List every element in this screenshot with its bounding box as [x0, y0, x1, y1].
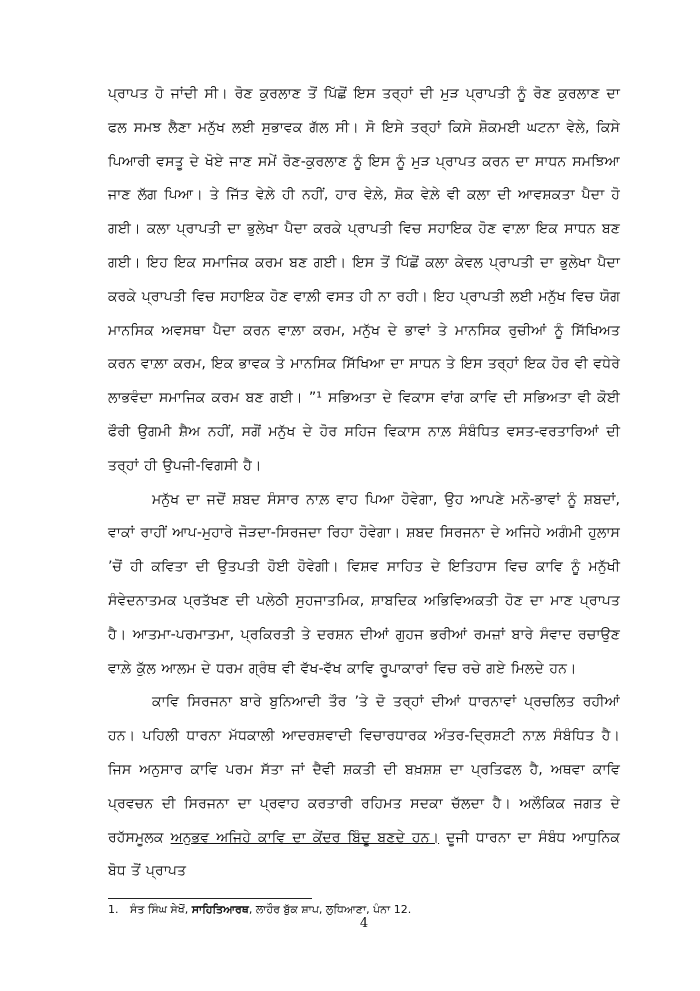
paragraph-3-text: ਕਾਵਿ ਸਿਰਜਨਾ ਬਾਰੇ ਬੁਨਿਆਦੀ ਤੌਰ ’ਤੇ ਦੋ ਤਰ੍ਹਾਂ ਦੀਆਂ ਧਾਰਨਾਵਾਂ ਪ੍ਰਚਲਿਤ ਰਹੀਆਂ ਹਨ। ਪਹਿਲੀ ਧਾਰਨਾ ਮੱਧਕਾਲੀ ਆਦਰਸ਼ਵਾਦੀ ਵਿਚਾਰਧਾਰਕ ਅੰਤਰ-ਦ੍ਰਿਸ਼ਟੀ ਨਾਲ਼ ਸੰਬੰਧਿਤ ਹੈ। ਜਿਸ ਅਨੁਸਾਰ ਕਾਵਿ ਪਰਮ ਸੱਤਾ ਜਾਂ ਦੈਵੀ ਸ਼ਕਤੀ ਦੀ ਬਖ਼ਸ਼ਸ਼ ਦਾ ਪ੍ਰਤਿਫਲ ਹੈ, ਅਥਵਾ ਕਾਵਿ ਪ੍ਰਵਚਨ ਦੀ ਸਿਰਜਨਾ ਦਾ ਪ੍ਰਵਾਹ ਕਰਤਾਰੀ ਰਹਿਮਤ ਸਦਕਾ ਚੱਲਦਾ ਹੈ। ਅਲੌਕਿਕ ਜਗਤ ਦੇ ਰਹੱਸਮੂਲਕ	[108, 694, 620, 846]
footnote-details: , ਲਾਹੌਰ ਬੁੱਕ ਸ਼ਾਪ, ਲੁਧਿਆਣਾ, ਪੰਨਾ 12.	[248, 903, 412, 916]
paragraph-3-tail: ਦੂਜੀ ਧਾਰਨਾ ਦਾ ਸੰਬੰਧ ਆਧੁਨਿਕ ਬੋਧ ਤੋਂ ਪ੍ਰਾਪਤ	[108, 829, 621, 880]
underlined-phrase: ਅਨੁਭਵ ਅਜਿਹੇ ਕਾਵਿ ਦਾ ਕੇਂਦਰ ਬਿੰਦੂ ਬਣਦੇ ਹਨ।	[170, 829, 440, 846]
footnote-number: 1.	[108, 903, 119, 916]
footnote-title: ਸਾਹਿਤਿਆਰਥ	[191, 903, 249, 916]
page-number: 4	[359, 916, 369, 931]
paragraph-3	[108, 686, 620, 889]
paragraph-1: ਪ੍ਰਾਪਤ ਹੋ ਜਾਂਦੀ ਸੀ। ਰੋਣ ਕੁਰਲਾਣ ਤੋਂ ਪਿੱਛੋਂ ਇਸ ਤਰ੍ਹਾਂ ਦੀ ਮੁੜ ਪ੍ਰਾਪਤੀ ਨੂੰ ਰੋਣ ਕੁਰਲਾਣ ਦਾ ਫਲ ਸਮਝ ਲੈਣਾ ਮਨੁੱਖ ਲਈ ਸੁਭਾਵਕ ਗੱਲ ਸੀ। ਸੋ ਇਸੇ ਤਰ੍ਹਾਂ ਕਿਸੇ ਸ਼ੋਕਮਈ ਘਟਨਾ ਵੇਲੇ, ਕਿਸੇ ਪਿਆਰੀ ਵਸਤੂ ਦੇ ਖੋਏ ਜਾਣ ਸਮੇਂ ਰੋਣ-ਕੁਰਲਾਣ ਨੂੰ ਇਸ ਨੂੰ ਮੁੜ ਪ੍ਰਾਪਤ ਕਰਨ ਦਾ ਸਾਧਨ ਸਮਝਿਆ ਜਾਣ ਲੱਗ ਪਿਆ। ਤੇ ਜਿੱਤ ਵੇਲ਼ੇ ਹੀ ਨਹੀਂ, ਹਾਰ ਵੇਲ਼ੇ, ਸ਼ੋਕ ਵੇਲ਼ੇ ਵੀ ਕਲਾ ਦੀ ਆਵਸ਼ਕਤਾ ਪੈਦਾ ਹੋ ਗਈ। ਕਲਾ ਪ੍ਰਾਪਤੀ ਦਾ ਭੁਲੇਖਾ ਪੈਦਾ ਕਰਕੇ ਪ੍ਰਾਪਤੀ ਵਿਚ ਸਹਾਇਕ ਹੋਣ ਵਾਲ਼ਾ ਇਕ ਸਾਧਨ ਬਣ ਗਈ। ਇਹ ਇਕ ਸਮਾਜਿਕ ਕਰਮ ਬਣ ਗਈ। ਇਸ ਤੋਂ ਪਿੱਛੋਂ ਕਲਾ ਕੇਵਲ ਪ੍ਰਾਪਤੀ ਦਾ ਭੁਲੇਖਾ ਪੈਦਾ ਕਰਕੇ ਪ੍ਰਾਪਤੀ ਵਿਚ ਸਹਾਇਕ ਹੋਣ ਵਾਲ਼ੀ ਵਸਤ ਹੀ ਨਾ ਰਹੀ। ਇਹ ਪ੍ਰਾਪਤੀ ਲਈ ਮਨੁੱਖ ਵਿਚ ਯੋਗ ਮਾਨਸਿਕ ਅਵਸਥਾ ਪੈਦਾ ਕਰਨ ਵਾਲ਼ਾ ਕਰਮ, ਮਨੁੱਖ ਦੇ ਭਾਵਾਂ ਤੇ ਮਾਨਸਿਕ ਰੁਚੀਆਂ ਨੂੰ ਸਿੱਖਿਅਤ ਕਰਨ ਵਾਲ਼ਾ ਕਰਮ, ਇਕ ਭਾਵਕ ਤੇ ਮਾਨਸਿਕ ਸਿੱਖਿਆ ਦਾ ਸਾਧਨ ਤੇ ਇਸ ਤਰ੍ਹਾਂ ਇਕ ਹੋਰ ਵੀ ਵਧੇਰੇ ਲਾਭਵੰਦਾ ਸਮਾਜਿਕ ਕਰਮ ਬਣ ਗਈ। ”¹ ਸਭਿਅਤਾ ਦੇ ਵਿਕਾਸ ਵਾਂਗ ਕਾਵਿ ਦੀ ਸਭਿਅਤਾ ਵੀ ਕੋਈ ਫੌਰੀ ਉਗਮੀ ਸ਼ੈਅ ਨਹੀਂ, ਸਗੋਂ ਮਨੁੱਖ ਦੇ ਹੋਰ ਸਹਿਜ ਵਿਕਾਸ ਨਾਲ਼ ਸੰਬੰਧਿਤ ਵਸਤ-ਵਰਤਾਰਿਆਂ ਦੀ ਤਰ੍ਹਾਂ ਹੀ ਉਪਜੀ-ਵਿਗਸੀ ਹੈ।	[108, 86, 620, 474]
body-text	[108, 78, 620, 889]
footnote-divider	[108, 898, 312, 899]
footnote-author: ਸੰਤ ਸਿੰਘ ਸੇਖੋਂ,	[130, 903, 192, 916]
paragraph-2: ਮਨੁੱਖ ਦਾ ਜਦੋਂ ਸ਼ਬਦ ਸੰਸਾਰ ਨਾਲ਼ ਵਾਹ ਪਿਆ ਹੋਵੇਗਾ, ਉਹ ਆਪਣੇ ਮਨੋ-ਭਾਵਾਂ ਨੂੰ ਸ਼ਬਦਾਂ, ਵਾਕਾਂ ਰਾਹੀਂ ਆਪ-ਮੁਹਾਰੇ ਜੋੜਦਾ-ਸਿਰਜਦਾ ਰਿਹਾ ਹੋਵੇਗਾ। ਸ਼ਬਦ ਸਿਰਜਨਾ ਦੇ ਅਜਿਹੇ ਅਗੰਮੀ ਹੁਲਾਸ ’ਚੋਂ ਹੀ ਕਵਿਤਾ ਦੀ ਉਤਪਤੀ ਹੋਈ ਹੋਵੇਗੀ। ਵਿਸ਼ਵ ਸਾਹਿਤ ਦੇ ਇਤਿਹਾਸ ਵਿਚ ਕਾਵਿ ਨੂੰ ਮਨੁੱਖੀ ਸੰਵੇਦਨਾਤਮਕ ਪ੍ਰਤੱਖਣ ਦੀ ਪਲੇਠੀ ਸੁਹਜਾਤਮਿਕ, ਸ਼ਾਬਦਿਕ ਅਭਿਵਿਅਕਤੀ ਹੋਣ ਦਾ ਮਾਣ ਪ੍ਰਾਪਤ ਹੈ। ਆਤਮਾ-ਪਰਮਾਤਮਾ, ਪ੍ਰਕਿਰਤੀ ਤੇ ਦਰਸ਼ਨ ਦੀਆਂ ਗੁਹਜ ਭਰੀਆਂ ਰਮਜ਼ਾਂ ਬਾਰੇ ਸੰਵਾਦ ਰਚਾਉਣ ਵਾਲ਼ੇ ਕੁੱਲ ਆਲਮ ਦੇ ਧਰਮ ਗ੍ਰੰਥ ਵੀ ਵੱਖ-ਵੱਖ ਕਾਵਿ ਰੂਪਾਕਾਰਾਂ ਵਿਚ ਰਚੇ ਗਏ ਮਿਲਦੇ ਹਨ।	[108, 491, 620, 677]
